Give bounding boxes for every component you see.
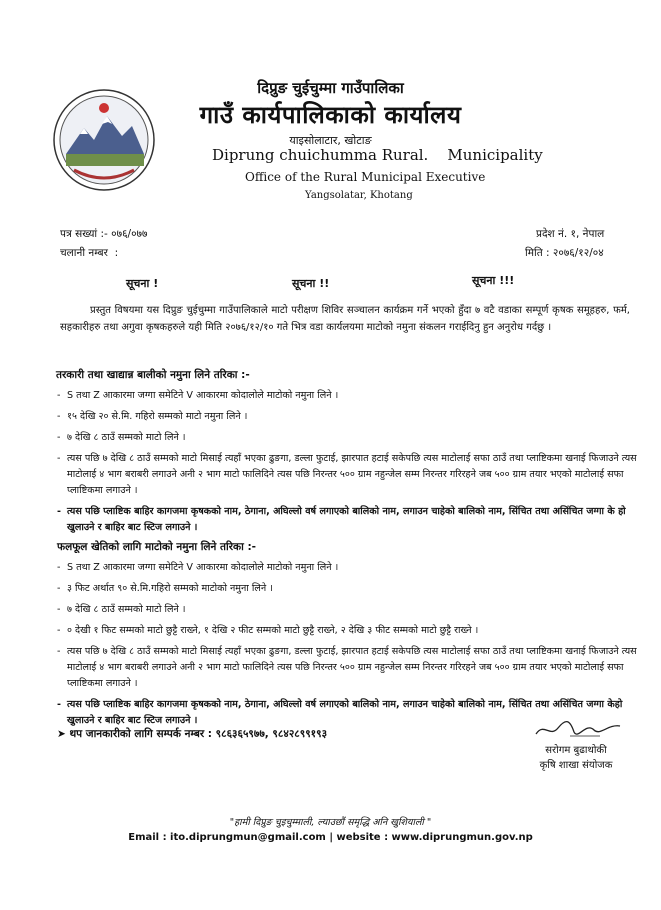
list-item: - १५ देखि २० से.मि. गहिरो सम्मको माटो नमुना लिने । (57, 409, 637, 425)
list-item: - ७ देखि ८ ठाउँ सम्मको माटो लिने । (57, 602, 637, 618)
list-item: - त्यस पछि प्लाष्टिक बाहिर कागजमा कृषकको नाम, ठेगाना, अघिल्लो वर्ष लगाएको बालिको नाम, लगाउन चाहेको बालिको नाम, सिंचित तथा असिंचित जग्गा के हो खुलाउने र बाहिर बाट स्टिज लगाउने । (57, 504, 637, 536)
office-name-np: गाउँ कार्यपालिकाको कार्यालय (199, 101, 462, 129)
location-en: Yangsolatar, Khotang (305, 190, 413, 201)
list-item: - त्यस पछि ७ देखि ८ ठाउँ सम्मको माटो मिसाई त्यहाँ भएका ढुङगा, डल्ला फुटाई, झारपात हटाई सकेपछि त्यस माटोलाई सफा ठाउँ तथा प्लाष्टिकमा खनाई फिजाउने त्यस माटोलाई ४ भाग बराबरी लगाउने अनी २ भाग माटो फालिदिने त्यस पछि निरन्तर ५०० ग्राम नहुन्जेल सम्म निरन्तर गरिरहने जब ५०० ग्राम तयार भएको माटोलाई सफा प्लाष्टिकमा लगाउने । (57, 451, 637, 499)
list-item: - त्यस पछि ७ देखि ८ ठाउँ सम्मको माटो मिसाई त्यहाँ भएका ढुङगा, डल्ला फुटाई, झारपात हटाई सकेपछि त्यस माटोलाई सफा ठाउँ तथा प्लाष्टिकमा खनाई फिजाउने त्यस माटोलाई ४ भाग बराबरी लगाउने अनी २ भाग माटो फालिदिने त्यस पछि निरन्तर ५०० ग्राम नहुन्जेल सम्म निरन्तर गरिरहने जब ५०० ग्राम तयार भएको माटोलाई सफा प्लाष्टिकमा लगाउने । (57, 644, 637, 692)
section-fruit-list (57, 560, 637, 734)
location-np: याइसोलाटार, खोटाङ (289, 134, 372, 147)
letter-date: मिति : २०७६/१२/०४ (525, 247, 604, 259)
section-vegetable-list (57, 388, 637, 541)
municipality-name-np: दिप्रुङ चुईचुम्मा गाउँपालिका (257, 79, 404, 97)
list-item: - त्यस पछि प्लाष्टिक बाहिर कागजमा कृषकको नाम, ठेगाना, अघिल्लो वर्ष लगाएको बालिको नाम, लगाउन चाहेको बालिको नाम, सिंचित तथा असिंचित जग्गा केहो खुलाउने र बाहिर बाट स्टिज लगाउने । (57, 697, 637, 729)
list-item: - ३ फिट अर्थात ९० से.मि.गहिरो सम्मको माटोको नमुना लिने । (57, 581, 637, 597)
notice-heading-1: सूचना ! (126, 277, 159, 290)
intro-paragraph: प्रस्तुत विषयमा यस दिप्रुङ चुईचुम्मा गाउँपालिकाले माटो परीक्षण शिविर सञ्चालन कार्यक्रम गर्ने भएको हुँदा ७ वटै वडाका सम्पूर्ण कृषक समूहहरु, फर्म, सहकारीहरु तथा अगुवा कृषकहरुले यही मिति २०७६/१२/१० गते भित्र वडा कार्यलयमा माटोको नमुना संकलन गराईदिनु हुन अनुरोध गर्दछु । (60, 305, 630, 333)
province-label: प्रदेश नं. १, नेपाल (536, 228, 605, 240)
footer-contact: Email : ito.diprungmun@gmail.com | website : www.diprungmun.gov.np (128, 832, 533, 843)
signatory-name: सरोगम बुढाथोकी (545, 745, 607, 756)
signature-icon (530, 716, 630, 742)
signatory-title: कृषि शाखा संयोजक (539, 760, 613, 771)
letter-number: पत्र सख्यां :- ०७६/०७७ (60, 228, 148, 240)
notice-heading-3: सूचना !!! (472, 274, 515, 287)
section-vegetable-heading: तरकारी तथा खाद्यान्न बालीको नमुना लिने तरिका :- (56, 369, 250, 381)
notice-heading-2: सूचना !! (292, 277, 330, 290)
motto: "हामी दिप्रुङ चुइचुम्माली, ल्याउछौं समृद्धि अनि खुशियाली " (229, 817, 432, 828)
list-item: - S तथा Z आकारमा जग्गा समेटिने V आकारमा कोदालोले माटोको नमुना लिने । (57, 388, 637, 404)
list-item: - ७ देखि ८ ठाउँ सम्मको माटो लिने । (57, 430, 637, 446)
office-name-en: Office of the Rural Municipal Executive (245, 170, 486, 184)
contact-numbers: ➤ थप जानकारीको लागि सम्पर्क नम्बर : ९८६३६५९७७, ९८४२८९९१९३ (57, 728, 328, 740)
list-item: - ० देखी १ फिट सम्मको माटो छुट्टै राख्ने, १ देखि २ फीट सम्मको माटो छुट्टै राख्ने, २ देखि ३ फीट सम्मको माटो छुट्टै राख्ने । (57, 623, 637, 639)
section-fruit-heading: फलफूल खेतिको लागि माटोको नमुना लिने तरिका :- (57, 541, 257, 553)
list-item: - S तथा Z आकारमा जग्गा समेटिने V आकारमा कोदालोले माटोको नमुना लिने । (57, 560, 637, 576)
municipality-name-en: Diprung chuichumma Rural. Municipality (212, 146, 543, 164)
dispatch-number: चलानी नम्बर : (60, 247, 119, 259)
